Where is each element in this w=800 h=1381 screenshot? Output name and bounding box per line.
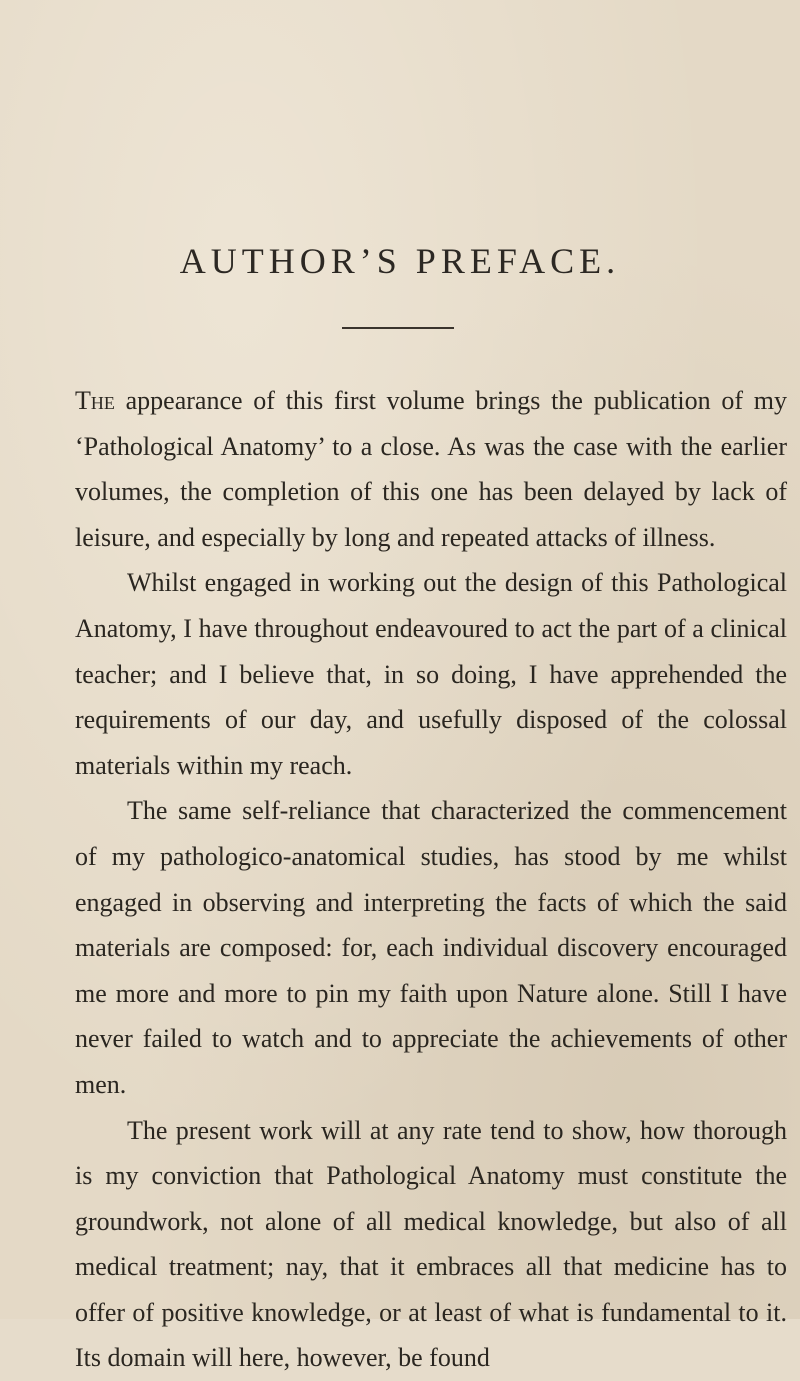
paragraph-1-text: appearance of this first volume brings the publication of my ‘Pathological Anatomy’ to a close. As was the case with the earlier volumes, the completion of this one has been delayed by lack of leisure, and especially by long and repeated attacks of illness. [75, 386, 787, 552]
paragraph-1 [75, 378, 787, 560]
heading-rule [342, 327, 454, 329]
preface-body [75, 378, 787, 1381]
preface-heading: AUTHOR’S PREFACE. [0, 243, 800, 279]
paragraph-3: The same self-reliance that characterized the commencement of my pathologico-anatomical studies, has stood by me whilst engaged in observing and interpreting the facts of which the said materials are composed: for, each individual discovery encouraged me more and more to pin my faith upon Nature alone. Still I have never failed to watch and to appreciate the achievements of other men. [75, 788, 787, 1107]
paragraph-1-lead: The [75, 386, 115, 415]
paragraph-2: Whilst engaged in working out the design of this Pathological Anatomy, I have throughout endeavoured to act the part of a clinical teacher; and I believe that, in so doing, I have apprehended the requirements of our day, and usefully disposed of the colossal materials within my reach. [75, 560, 787, 788]
paragraph-4: The present work will at any rate tend to show, how thorough is my conviction that Pathological Anatomy must constitute the groundwork, not alone of all medical knowledge, but also of all medical treatment; nay, that it embraces all that medicine has to offer of positive knowledge, or at least of what is fundamental to it. Its domain will here, however, be found [75, 1108, 787, 1381]
